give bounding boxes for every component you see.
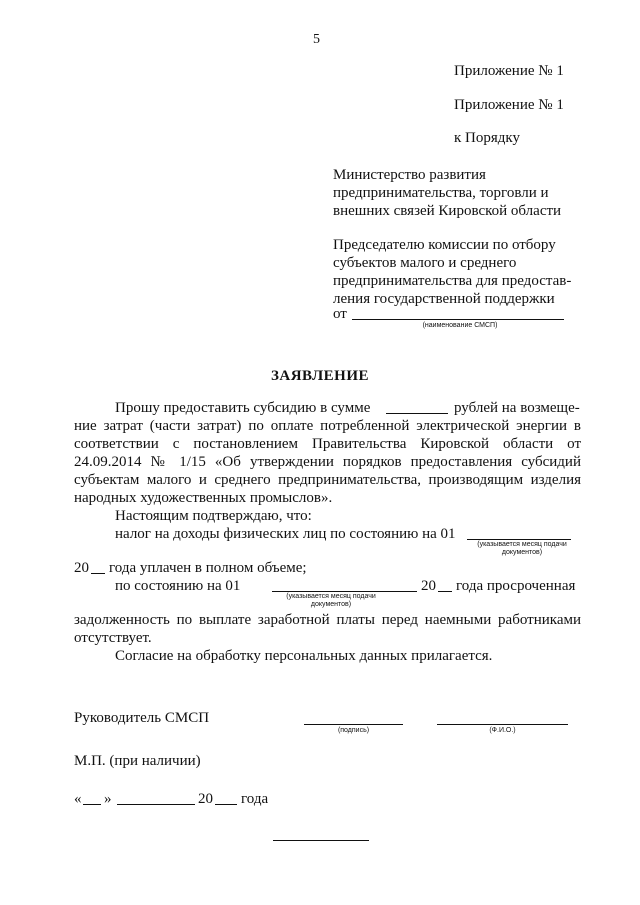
state-year-prefix: 20 <box>421 578 436 594</box>
stamp-label: М.П. (при наличии) <box>74 753 201 769</box>
date-day-field-line <box>83 804 101 805</box>
overdue-text: года просроченная <box>456 578 576 594</box>
chairman-line: Председателю комиссии по отбору <box>333 237 556 253</box>
state-month-caption: (указывается месяц подачи документов) <box>286 593 376 608</box>
chairman-line: предпринимательства для предостав- <box>333 273 572 289</box>
name-field-line <box>437 724 568 725</box>
year-field-line <box>91 573 105 574</box>
from-field-line <box>352 319 564 320</box>
date-month-field-line <box>117 804 195 805</box>
chairman-line: субъектов малого и среднего <box>333 255 517 271</box>
from-label: от <box>333 306 347 322</box>
ministry-line: предпринимательства, торговли и <box>333 185 549 201</box>
date-year-prefix: 20 <box>198 791 213 807</box>
paid-text: года уплачен в полном объеме; <box>109 560 307 576</box>
date-suffix: года <box>241 791 269 807</box>
debt-text: задолженность по выплате заработной платы перед наемными работниками <box>74 612 581 628</box>
from-caption: (наименование СМСП) <box>422 322 498 329</box>
appendix-label-repeat: Приложение № 1 <box>454 97 564 113</box>
date-open-quote: « <box>74 791 82 807</box>
bottom-divider <box>273 840 369 841</box>
state-month-field-line <box>272 591 417 592</box>
appendix-label: Приложение № 1 <box>454 63 564 79</box>
debt-text: отсутствует. <box>74 630 152 646</box>
body-text: ние затрат (части затрат) по оплате потребленной электрической энергии в <box>74 418 581 434</box>
page-number: 5 <box>313 32 320 47</box>
to-order-label: к Порядку <box>454 130 520 146</box>
sum-field-line <box>386 413 448 414</box>
document-title: ЗАЯВЛЕНИЕ <box>270 368 370 384</box>
signature-caption: (подпись) <box>337 727 370 734</box>
tax-month-field-line <box>467 539 571 540</box>
tax-text: налог на доходы физических лиц по состоянию на 01 <box>115 526 456 542</box>
signature-field-line <box>304 724 403 725</box>
ministry-line: внешних связей Кировской области <box>333 203 562 219</box>
name-caption: (Ф.И.О.) <box>489 727 516 734</box>
date-close-quote: » <box>104 791 112 807</box>
body-text: 24.09.2014 № 1/15 «Об утверждении порядков предоставления субсидий <box>74 454 581 470</box>
body-text: соответствии с постановлением Правительства Кировской области от <box>74 436 581 452</box>
ministry-line: Министерство развития <box>333 167 486 183</box>
state-text: по состоянию на 01 <box>115 578 241 594</box>
chairman-line: ления государственной поддержки <box>333 291 555 307</box>
confirm-text: Настоящим подтверждаю, что: <box>115 508 312 524</box>
state-year-field-line <box>438 591 452 592</box>
year-prefix: 20 <box>74 560 89 576</box>
consent-text: Согласие на обработку персональных данных прилагается. <box>115 648 493 664</box>
tax-month-caption: (указывается месяц подачи документов) <box>477 541 567 556</box>
body-text: народных художественных промыслов». <box>74 490 333 506</box>
date-year-field-line <box>215 804 237 805</box>
body-text: субъектам малого и среднего предпринимательства, производящим изделия <box>74 472 581 488</box>
head-label: Руководитель СМСП <box>74 710 210 726</box>
body-text: рублей на возмеще- <box>454 400 580 416</box>
body-text: Прошу предоставить субсидию в сумме <box>115 400 371 416</box>
